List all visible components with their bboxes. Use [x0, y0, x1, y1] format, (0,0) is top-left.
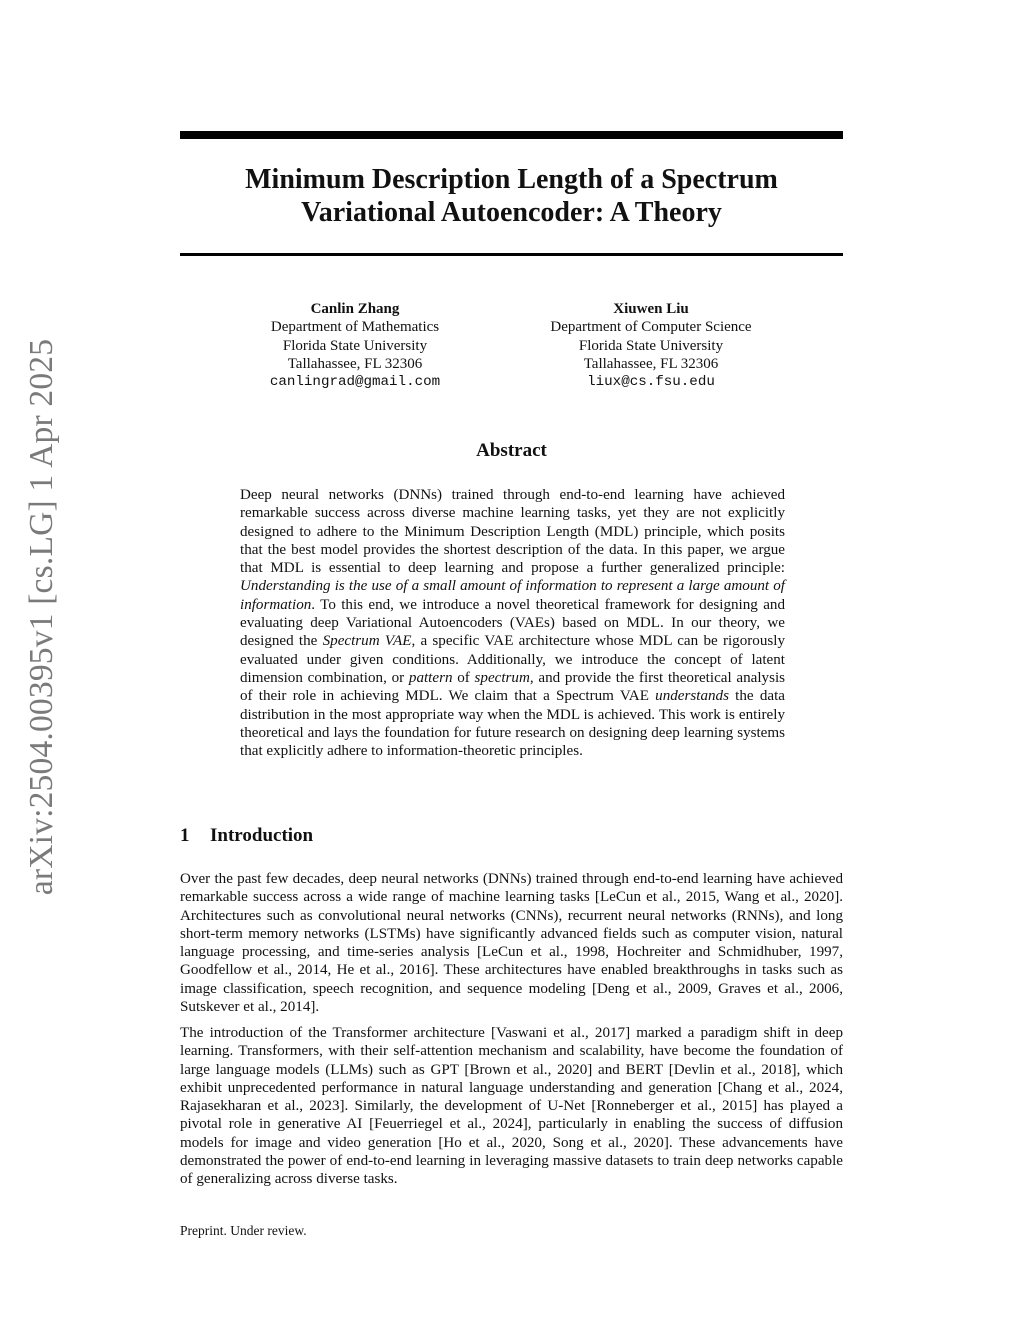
section-heading [180, 825, 843, 847]
author-email: liux@cs.fsu.edu [587, 374, 715, 391]
author-department: Department of Computer Science [550, 319, 752, 336]
footer-note: Preprint. Under review. [180, 1223, 307, 1238]
abstract-emphasis: spectrum [474, 669, 530, 686]
author-address: Tallahassee, FL 32306 [583, 355, 719, 372]
body-paragraph-1: Over the past few decades, deep neural networks (DNNs) trained through end-to-end learning have achieved remarkable success across a wide range of machine learning tasks [LeCun et al., 2015, Wang et al., 2020]. Architectures such as convolutional neural networks (CNNs), recurrent neural networks (RNNs), and long short-term memory networks (LSTMs) have significantly advanced fields such as computer vision, natural language processing, and time-series analysis [LeCun et al., 1998, Hochreiter and Schmidhuber, 1997, Goodfellow et al., 2014, He et al., 2016]. These architectures have enabled breakthroughs in tasks such as image classification, speech recognition, and sequence modeling [Deng et al., 2009, Graves et al., 2006, Sutskever et al., 2014]. [180, 871, 843, 1016]
author-block-1 [205, 300, 505, 391]
title-line-2: Variational Autoencoder: A Theory [301, 197, 722, 228]
author-block-2 [501, 300, 801, 391]
paper-title [180, 163, 843, 229]
abstract-body [240, 486, 785, 760]
body-paragraph-2: The introduction of the Transformer architecture [Vaswani et al., 2017] marked a paradigm shift in deep learning. Transformers, with their self-attention mechanism and scalability, have become the foundation of large language models (LLMs) such as GPT [Brown et al., 2020] and BERT [Devlin et al., 2018], which exhibit unprecedented performance in natural language understanding and generation [Chang et al., 2024, Rajasekharan et al., 2023]. Similarly, the development of U-Net [Ronneberger et al., 2015] has played a pivotal role in generative AI [Feuerriegel et al., 2024], particularly in enabling the success of diffusion models for image and video generation [Ho et al., 2020, Song et al., 2020]. These advancements have demonstrated the power of end-to-end learning in leveraging massive datasets to train deep networks capable of generalizing across diverse tasks. [180, 1025, 843, 1188]
abstract-emphasis: Understanding is the use of a small amount of information to represent a large amount of information [240, 578, 785, 613]
abstract-emphasis: pattern [408, 669, 453, 686]
abstract-text: . To this end, we introduce a novel theoretical framework for designing and evaluating deep Variational Autoencoders (VAEs) based on MDL. In our theory, we designed the [240, 596, 785, 650]
abstract-emphasis: understands [655, 688, 729, 705]
author-university: Florida State University [282, 337, 428, 354]
author-email: canlingrad@gmail.com [269, 374, 441, 391]
abstract-heading: Abstract [476, 440, 547, 461]
abstract-text: Deep neural networks (DNNs) trained through end-to-end learning have achieved remarkable success across diverse machine learning tasks, yet they are not explicitly designed to adhere to the Minimum Description Length (MDL) principle, which posits that the best model provides the shortest description of the data. In this paper, we argue that MDL is essential to deep learning and propose a further generalized principle: [240, 487, 785, 577]
abstract-text: the data distribution in the most appropriate way when the MDL is achieved. This work is entirely theoretical and lays the foundation for future research on designing deep learning systems that explicitly adhere to information-theoretic principles. [240, 688, 785, 760]
author-name: Canlin Zhang [310, 301, 400, 317]
author-university: Florida State University [578, 337, 724, 354]
author-name: Xiuwen Liu [613, 301, 689, 317]
abstract-text: of [452, 669, 475, 686]
section-number: 1 [180, 825, 190, 846]
title-top-rule [180, 131, 843, 139]
title-bottom-rule [180, 253, 843, 256]
author-address: Tallahassee, FL 32306 [287, 355, 423, 372]
abstract-text: , a specific VAE architecture whose MDL can be rigorously evaluated under given conditions. Additionally, we introduce the concept of latent dimension combination, or [240, 633, 785, 686]
arxiv-identifier-stamp [14, 332, 70, 902]
abstract-emphasis: Spectrum VAE [322, 633, 412, 650]
author-department: Department of Mathematics [270, 319, 440, 336]
title-line-1: Minimum Description Length of a Spectrum [245, 164, 778, 195]
arxiv-identifier-text: arXiv:2504.00395v1 [cs.LG] 1 Apr 2025 [23, 338, 61, 896]
section-title: Introduction [210, 825, 314, 846]
abstract-text: , and provide the first theoretical analysis of their role in achieving MDL. We claim that a Spectrum VAE [240, 669, 786, 705]
